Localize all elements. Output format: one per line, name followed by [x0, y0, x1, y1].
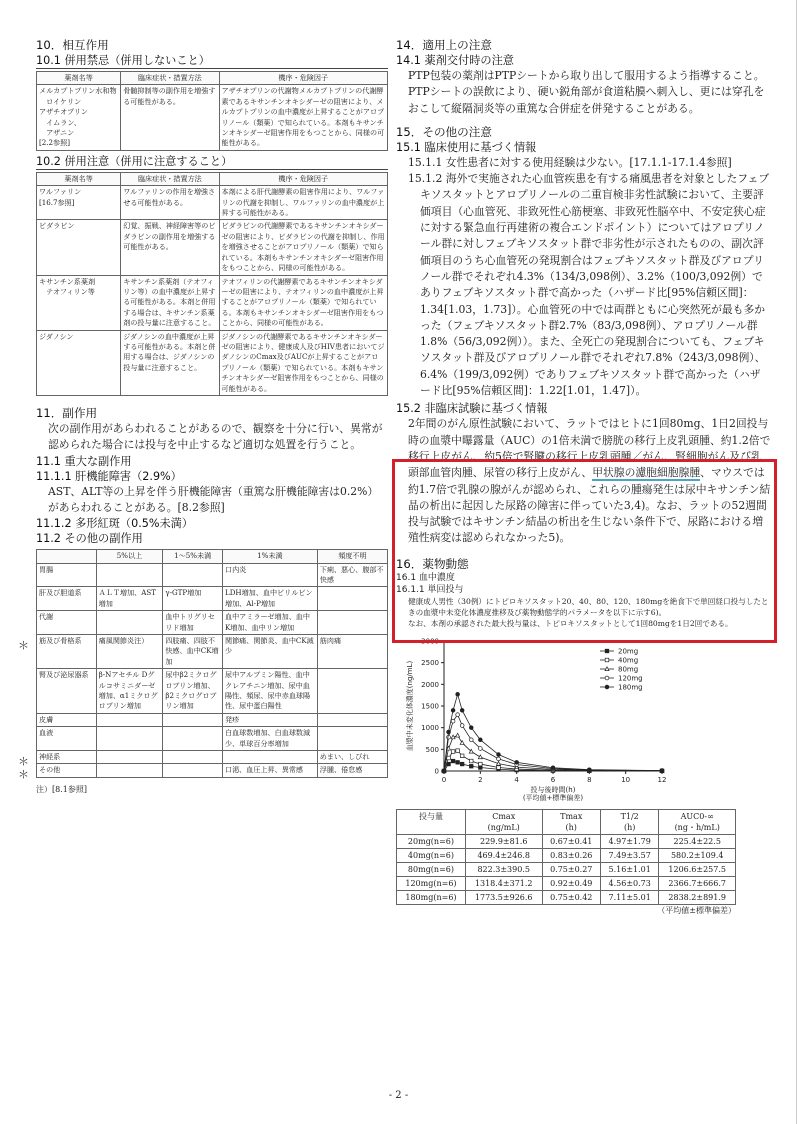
table-cell: ビダラビンの代謝酵素であるキサンチンオキシダーゼの阻害により、ビダラビンの代謝を抑制し、作用を増強させることがアロプリノール（類薬）で知られている。本剤もキサンチンオキシダーゼ阻害作用をもつことから、同様の可能性がある。 — [219, 220, 388, 275]
data-point — [451, 759, 455, 763]
section-15-title: 15．その他の注意 — [396, 124, 492, 139]
section-11-1-2-title: 11.1.2 多形紅斑（0.5%未満） — [36, 517, 194, 531]
table-cell: 7.49±3.57 — [600, 848, 658, 862]
data-point — [515, 760, 519, 764]
section-10-title: 10．相互作用 — [36, 38, 109, 52]
table-cell: 822.3±390.5 — [465, 862, 542, 876]
table-cell: 5.16±1.01 — [600, 862, 658, 876]
table-cell: β-Nアセチル Dグルコサミニダーゼ増加、α1ミクログロブリン増加 — [96, 669, 163, 714]
table-cell: 口渇、血圧上昇、異常感 — [223, 764, 318, 777]
table-row — [37, 275, 388, 330]
table-cell: キサンチン系薬剤 テオフィリン等 — [37, 275, 121, 330]
table-cell — [96, 563, 163, 587]
table-cell: 2838.2±891.9 — [659, 890, 736, 904]
table-cell — [317, 611, 387, 635]
section-15-2-title: 15.2 非臨床試験に基づく情報 — [396, 402, 548, 416]
table-cell — [317, 587, 387, 611]
data-point — [469, 738, 473, 742]
x-tick-label: 2 — [478, 775, 483, 784]
table-header: 薬剤名等 — [37, 72, 121, 85]
table-row — [37, 635, 388, 669]
table-cell: めまい、しびれ — [317, 751, 387, 764]
legend-label: 180mg — [618, 683, 643, 692]
x-tick-label: 12 — [657, 775, 667, 784]
data-point — [478, 738, 482, 742]
table-cell: 皮膚 — [37, 713, 97, 726]
table-row — [37, 330, 388, 395]
y-tick-label: 500 — [425, 745, 439, 754]
table-cell: 120mg(n=6) — [397, 876, 466, 890]
table-header: AUC0-∞ (ng・h/mL) — [659, 809, 736, 834]
table-header: Tmax (h) — [542, 809, 600, 834]
section-14-1-text: PTP包装の薬剤はPTPシートから取り出して服用するよう指導すること。PTPシートの誤飲により、硬い鋭角部が食道粘膜へ刺入し、更には穿孔をおこして縦隔洞炎等の重篤な合併症を併発することがある。 — [408, 69, 765, 115]
section-15-2-text-a: 2年間のがん原性試験において、ラットではヒトに1回80mg、1日2回投与時の血漿中曝露量（AUC）の1倍未満で膀胱の移行上皮乳頭腫、約1.2倍で移行上皮がん、約5倍で腎臓の移行上皮乳頭腫／がん、腎細胞がん及び乳頭部血管肉腫、尿管の移行上皮がん、 — [408, 417, 771, 480]
table-header: 1%未満 — [223, 550, 318, 563]
table-cell: アザチオプリンの代謝物メルカプトプリンの代謝酵素であるキサンチンオキシダーゼの阻害により、メルカプトプリンの血中濃度が上昇することがアロプリノール（類薬）で知られている。本剤もキサンチンオキシダーゼ阻害作用をもつことから、同様の可能性がある。 — [219, 85, 388, 150]
table-cell — [96, 611, 163, 635]
y-tick-label: 1000 — [421, 723, 439, 732]
table-row — [397, 890, 736, 904]
table-cell — [163, 751, 223, 764]
table-cell: ジダノシンの代謝酵素であるキサンチンオキシダーゼの阻害により、健康成人及びHIV患者においてジダノシンのCmax及びAUCが上昇することがアロプリノール（類薬）で知られている。本剤もキサンチンオキシダーゼ阻害作用をもつことから、同様の可能性がある。 — [219, 330, 388, 395]
section-14-title: 14．適用上の注意 — [396, 38, 492, 52]
section-11-2-title: 11.2 その他の副作用 — [36, 532, 143, 546]
section-11-1-1-title: 11.1.1 肝機能障害（2.9%） — [36, 469, 182, 483]
data-point — [551, 766, 555, 770]
table-cell: ビダラビン — [37, 220, 121, 275]
table-cell: 骨髄抑制等の副作用を増強する可能性がある。 — [121, 85, 219, 150]
table-cell: 尿中アルブミン陽性、血中クレアチニン増加、尿中血陽性、頻尿、尿中赤血球陽性、尿中蛋白陽性 — [223, 669, 318, 714]
table-row — [37, 186, 388, 220]
table-cell: 白血球数増加、白血球数減少、単球百分率増加 — [223, 727, 318, 751]
data-point — [605, 649, 609, 653]
table-row — [37, 563, 388, 587]
table-header — [37, 550, 97, 563]
data-point — [460, 708, 464, 712]
table-row — [37, 764, 388, 777]
table-footnote: 注）[8.1参照] — [36, 784, 87, 794]
table-row — [397, 848, 736, 862]
x-tick-label: 4 — [514, 775, 519, 784]
table-cell: テオフィリンの代謝酵素であるキサンチンオキシダーゼの阻害により、テオフィリンの血中濃度が上昇することがアロプリノール（類薬）で知られている。本剤もキサンチンオキシダーゼ阻害作用をもつことから、同様の可能性がある。 — [219, 275, 388, 330]
table-row — [37, 727, 388, 751]
table-cell: その他 — [37, 764, 97, 777]
legend-label: 20mg — [618, 647, 639, 656]
data-point — [497, 757, 501, 761]
table-cell — [96, 751, 163, 764]
table-cell: キサンチン系薬剤（テオフィリン等）の血中濃度が上昇する可能性がある。本剤と併用する場合は、キサンチン系薬剤の投与量に注意すること。 — [121, 275, 219, 330]
section-16-1-1-text: 健康成人男性（30例）にトピロキソスタット20、40、80、120、180mgを絶食下で単回経口投与したときの血漿中未変化体濃度推移及び薬物動態学的パラメータを以下に示す6)。 — [408, 596, 769, 617]
table-cell — [223, 751, 318, 764]
x-tick-label: 0 — [441, 775, 447, 784]
table-cell: 1206.6±257.5 — [659, 862, 736, 876]
table-header: 薬剤名等 — [37, 172, 121, 185]
pk-table-note: （平均値±標準偏差） — [657, 905, 736, 915]
data-point — [456, 733, 460, 737]
data-point — [460, 723, 464, 727]
section-16-1-1-title: 16.1.1 単回投与 — [396, 584, 464, 595]
table-cell: 口内炎 — [223, 563, 318, 587]
section-15-1-title: 15.1 臨床使用に基づく情報 — [396, 140, 537, 154]
data-point — [497, 765, 501, 769]
table-cell: ワルファリンの作用を増強させる可能性がある。 — [121, 186, 219, 220]
table-cell: 40mg(n=6) — [397, 848, 466, 862]
highlighted-term: 甲状腺の濾胞細胞腺腫 — [592, 466, 701, 480]
precaution-table — [36, 172, 388, 396]
table-cell: 尿中β2ミクログロブリン増加、β2ミクログロブリン増加 — [163, 669, 223, 714]
table-row — [37, 587, 388, 611]
data-point — [442, 769, 446, 773]
section-16-1-title: 16.1 血中濃度 — [396, 572, 455, 583]
table-cell — [317, 669, 387, 714]
left-column — [36, 38, 388, 795]
concentration-chart — [402, 633, 702, 803]
table-cell: 80mg(n=6) — [397, 862, 466, 876]
x-tick-label: 6 — [550, 775, 556, 784]
table-cell: 4.97±1.79 — [600, 834, 658, 848]
data-point — [460, 754, 464, 758]
table-cell: 7.11±5.01 — [600, 890, 658, 904]
table-cell: 血中アミラーゼ増加、血中K増加、血中リン増加 — [223, 611, 318, 635]
change-marker-icon: ＊ — [18, 638, 29, 652]
y-tick-label: 1500 — [421, 702, 439, 711]
y-tick-label: 0 — [434, 767, 439, 776]
x-axis-label: 投与後時間(h) — [530, 785, 576, 794]
table-cell: 0.92±0.49 — [542, 876, 600, 890]
section-10-1-title: 10.1 併用禁忌（併用しないこと） — [36, 53, 388, 69]
table-cell: 幻覚、振戦、神経障害等のビダラビンの副作用を増強する可能性がある。 — [121, 220, 219, 275]
table-cell: 1773.5±926.6 — [465, 890, 542, 904]
table-cell: 胃腸 — [37, 563, 97, 587]
table-header: 5%以上 — [96, 550, 163, 563]
table-cell — [163, 713, 223, 726]
contraindication-table — [36, 71, 388, 151]
table-cell: 四肢痛、四肢不快感、血中CK増加 — [163, 635, 223, 669]
table-cell: 下痢、悪心、腹部不快感 — [317, 563, 387, 587]
data-point — [587, 768, 591, 772]
table-cell — [163, 764, 223, 777]
table-cell: ジダノシン — [37, 330, 121, 395]
data-point — [660, 768, 664, 772]
data-point — [605, 658, 609, 662]
data-point — [478, 746, 482, 750]
legend-label: 80mg — [618, 665, 639, 674]
section-11-1-title: 11.1 重大な副作用 — [36, 454, 132, 468]
section-15-1-2-text: 15.1.2 海外で実施された心血管疾患を有する痛風患者を対象としたフェブキソスタットとアロプリノールの二重盲検非劣性試験において、主要評価項目（心血管死、非致死性心筋梗塞、非致死性脳卒中、不安定狭心症に対する緊急血行再建術の複合エンドポイント）についてはアロプリノール群に対しフェブキソスタット群で非劣性が示されたものの、副次評価項目のうち心血管死の発現割合はフェブキソスタット群及びアロプリノール群でそれぞれ4.3%（134/3,098例）、3.2%（100/3,092例）でありフェブキソスタット群で高かった（ハザード比[95%信頼区間]：1.34[1.03，1.73]）。心血管死の中では両群ともに心突然死が最も多かった（フェブキソスタット群2.7%（83/3,098例）、アロプリノール群1.8%（56/3,092例））。また、全死亡の発現割合についても、フェブキソスタット群及びアロプリノール群でそれぞれ7.8%（243/3,098例）、6.4%（199/3,092例）でありフェブキソスタット群で高かった（ハザード比[95%信頼区間]：1.22[1.01，1.47]）。 — [408, 172, 770, 398]
data-point — [451, 749, 455, 753]
data-point — [479, 762, 483, 766]
data-point — [456, 692, 460, 696]
table-header: T1/2 (h) — [600, 809, 658, 834]
table-cell: 肝及び胆道系 — [37, 587, 97, 611]
data-point — [456, 760, 460, 764]
section-16-1-1-note: なお、本剤の承認された最大投与量は、トピロキソスタットとして1回80mgを1日2回である。 — [408, 618, 733, 628]
data-point — [447, 730, 451, 734]
table-row — [37, 713, 388, 726]
table-cell: ジダノシンの血中濃度が上昇する可能性がある。本剤と併用する場合は、ジダノシンの投与量に注意すること。 — [121, 330, 219, 395]
section-11-title: 11．副作用 — [36, 405, 98, 420]
table-row — [37, 669, 388, 714]
table-cell — [96, 713, 163, 726]
data-point — [469, 759, 473, 763]
data-point — [456, 749, 460, 753]
data-point — [469, 725, 473, 729]
table-row — [397, 876, 736, 890]
table-cell: 血液 — [37, 727, 97, 751]
section-15-2-text-b: 、マウスでは約1.7倍で乳腺の腺がんが認められ、これらの腫瘍発生は尿中キサンチン結晶の析出に起因した尿路の障害に伴っていた3,4)。なお、ラットの52週間投与試験ではキサンチン結晶の析出を生じない条件下で、尿路における増殖性病変は認められなかった5)。 — [408, 466, 771, 545]
table-row — [37, 611, 388, 635]
table-row — [37, 85, 388, 150]
table-cell: 469.4±246.8 — [465, 848, 542, 862]
table-cell: 本剤による肝代謝酵素の阻害作用により、ワルファリンの代謝を抑制し、ワルファリンの血中濃度が上昇する可能性がある。 — [219, 186, 388, 220]
data-point — [456, 712, 460, 716]
table-row — [37, 220, 388, 275]
highlight-box — [392, 459, 777, 646]
page-number: - 2 - — [388, 1090, 409, 1101]
data-point — [605, 676, 609, 680]
y-tick-label: 2500 — [421, 658, 439, 667]
table-cell: 20mg(n=6) — [397, 834, 466, 848]
section-11-text: 次の副作用があらわれることがあるので、観察を十分に行い、異常が認められた場合には投与を中止するなど適切な処置を行うこと。 — [48, 421, 383, 452]
table-header: 臨床症状・措置方法 — [121, 172, 219, 185]
y-axis-label: 血漿中未変化体濃度(ng/mL) — [406, 660, 414, 751]
table-header: 機序・危険因子 — [219, 72, 388, 85]
table-cell: 4.56±0.73 — [600, 876, 658, 890]
table-cell: 180mg(n=6) — [397, 890, 466, 904]
legend-label: 40mg — [618, 656, 639, 665]
table-cell: 0.75±0.27 — [542, 862, 600, 876]
table-cell: 225.4±22.5 — [659, 834, 736, 848]
table-row — [397, 862, 736, 876]
change-marker-icon: ＊ — [18, 767, 29, 781]
table-header: 機序・危険因子 — [219, 172, 388, 185]
x-axis-sublabel: (平均値+標準偏差) — [522, 793, 584, 802]
table-cell — [96, 727, 163, 751]
section-14-1-title: 14.1 薬剤交付時の注意 — [396, 54, 514, 67]
table-cell — [96, 764, 163, 777]
x-tick-label: 10 — [621, 775, 631, 784]
data-point — [479, 765, 483, 769]
data-point — [460, 762, 464, 766]
table-cell: 浮腫、倦怠感 — [317, 764, 387, 777]
table-cell: LDH増加、血中ビリルビン増加、Al-P増加 — [223, 587, 318, 611]
table-row — [37, 751, 388, 764]
table-cell — [163, 727, 223, 751]
table-cell: ＡＬＴ増加、AST増加 — [96, 587, 163, 611]
x-tick-label: 8 — [587, 775, 592, 784]
table-header: 臨床症状・措置方法 — [121, 72, 219, 85]
table-header: 1～5%未満 — [163, 550, 223, 563]
table-cell: 代謝 — [37, 611, 97, 635]
pk-parameter-table — [396, 809, 736, 905]
table-header: 投与量 — [397, 809, 466, 834]
table-cell: 580.2±109.4 — [659, 848, 736, 862]
table-cell: 0.67±0.41 — [542, 834, 600, 848]
table-cell: 筋及び骨格系 — [37, 635, 97, 669]
data-point — [605, 685, 609, 689]
data-point — [478, 755, 482, 759]
table-row — [397, 834, 736, 848]
data-point — [451, 719, 455, 723]
section-16-title: 16．薬物動態 — [396, 556, 469, 571]
table-header: Cmax (ng/mL) — [465, 809, 542, 834]
y-tick-label: 2000 — [421, 680, 439, 689]
table-cell: ワルファリン [16.7参照] — [37, 186, 121, 220]
section-11-1-1-text: AST、ALT等の上昇を伴う肝機能障害（重篤な肝機能障害は0.2%）があらわれることがある。[8.2参照] — [48, 484, 379, 514]
table-cell — [163, 563, 223, 587]
table-cell: メルカプトプリン水和物 ロイケリン アザチオプリン イムラン、 アザニン [2.2参照] — [37, 85, 121, 150]
table-cell: 発疹 — [223, 713, 318, 726]
data-point — [447, 735, 451, 739]
section-15-1-1-text: 15.1.1 女性患者に対する使用経験は少ない。[17.1.1-17.1.4参照] — [408, 155, 732, 169]
table-cell: 229.9±81.6 — [465, 834, 542, 848]
legend-label: 120mg — [618, 674, 643, 683]
data-point — [451, 708, 455, 712]
side-effects-table — [36, 549, 388, 778]
data-point — [469, 764, 473, 768]
table-cell: 1318.4±371.2 — [465, 876, 542, 890]
table-cell: 0.83±0.26 — [542, 848, 600, 862]
y-tick-label: 3000 — [421, 637, 439, 646]
table-cell: 0.75±0.42 — [542, 890, 600, 904]
table-cell — [317, 727, 387, 751]
table-cell: 腎及び泌尿器系 — [37, 669, 97, 714]
series-line — [444, 694, 662, 771]
table-cell: 2366.7±666.7 — [659, 876, 736, 890]
change-marker-icon: ＊ — [18, 754, 29, 768]
table-cell: 痛風関節炎注） — [96, 635, 163, 669]
table-cell: 神経系 — [37, 751, 97, 764]
table-header: 頻度不明 — [317, 550, 387, 563]
table-cell — [317, 713, 387, 726]
table-cell: 関節痛、関節炎、血中CK減少 — [223, 635, 318, 669]
table-cell: 血中トリグリセリド増加 — [163, 611, 223, 635]
section-10-2-title: 10.2 併用注意（併用に注意すること） — [36, 154, 388, 170]
table-cell: 筋肉痛 — [317, 635, 387, 669]
data-point — [497, 752, 501, 756]
table-cell: γ-GTP増加 — [163, 587, 223, 611]
